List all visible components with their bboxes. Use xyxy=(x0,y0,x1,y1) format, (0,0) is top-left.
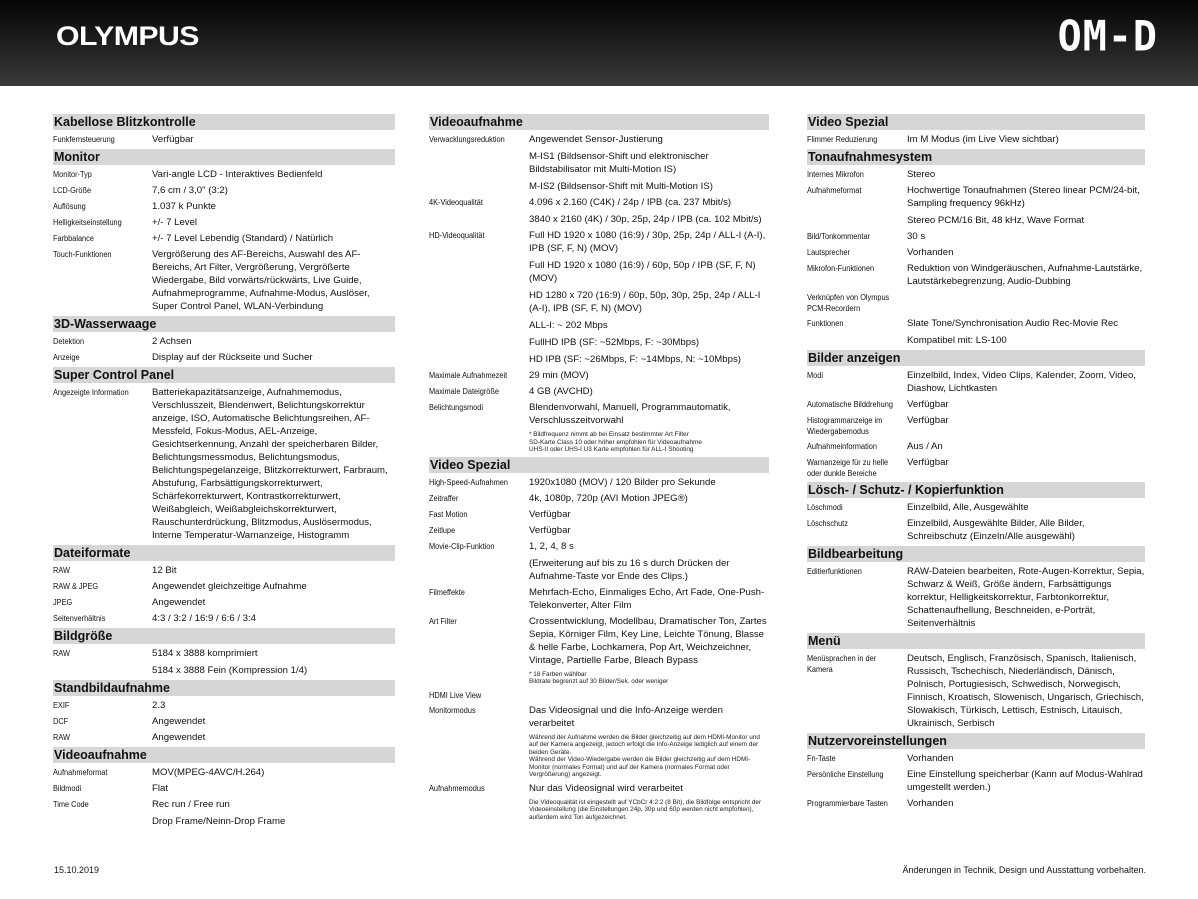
spec-label: Aufnahmeformat xyxy=(807,186,862,195)
spec-value: Vorhanden xyxy=(907,247,954,258)
spec-values xyxy=(152,248,395,313)
spec-value: 30 s xyxy=(907,231,926,242)
spec-label: High-Speed-Aufnahmen xyxy=(429,477,508,487)
spec-value: Batteriekapazitätsanzeige, Aufnahmemodus, Verschlusszeit, Blendenwert, Belichtungskorrektur anzeige, ISO, Automatische Belichtungsreihen, AF-Messfeld, Fokus-Modus, AEL-Anzeige, Gesichtserkennung, Anzahl der speicherbaren Bilder, Belichtungsmessmodus, Belichtungsmodus, Belichtungspegelanzeige, Blitzkorrekturwert, Farbraum, Abstufung, Farbsättigungskorrekturwert, Schärfekorrekturwert, Kontrastkorrekturwert, Weißabgleich, Weißabgleichskorrekturwert, Rauschunterdrückung, Blitzmodus, Auslösermodus, Interne Temperatur-Warnanzeige, Histogramm xyxy=(152,387,388,541)
spec-footnote xyxy=(529,734,769,779)
spec-value: Full HD 1920 x 1080 (16:9) / 60p, 50p / IPB (SF, F, N) (MOV) xyxy=(529,260,756,284)
spec-label: Warnanzeige für zu helle oder dunkle Bereiche xyxy=(807,458,889,478)
spec-label: Programmierbare Tasten xyxy=(807,799,888,808)
section-heading: Video Spezial xyxy=(807,114,1145,130)
section-heading: Nutzervoreinstellungen xyxy=(807,733,1145,749)
spec-values xyxy=(907,768,1145,794)
spec-values xyxy=(152,351,395,364)
section-heading: Menü xyxy=(807,633,1145,649)
spec-row xyxy=(53,386,395,542)
spec-values xyxy=(152,335,395,348)
spec-label: Art Filter xyxy=(429,616,457,626)
spec-values xyxy=(152,715,395,728)
spec-value: 4k, 1080p, 720p (AVI Motion JPEG®) xyxy=(529,492,688,504)
spec-label: Histogrammanzeige im Wiedergabemodus xyxy=(807,416,883,436)
spec-section xyxy=(807,114,1145,146)
spec-value: Rec run / Free run xyxy=(152,799,230,810)
section-heading: Video Spezial xyxy=(429,457,769,473)
footnote-line: * 18 Farben wählbar xyxy=(529,670,587,678)
spec-row xyxy=(429,782,769,822)
spec-value: Crossentwicklung, Modellbau, Dramatischer Ton, Zartes Sepia, Körniger Film, Key Line, Leichte Tönung, Blasse & helle Farbe, Lochkamera, Pop Art, Weichzeichner, Vintage, Partielle Farbe, Bleach Bypass xyxy=(529,615,767,666)
spec-value: Stereo PCM/16 Bit, 48 kHz, Wave Format xyxy=(907,215,1085,226)
spec-section xyxy=(807,633,1145,730)
spec-values xyxy=(152,564,395,577)
spec-value: Aus / An xyxy=(907,441,943,452)
spec-value: Stereo xyxy=(907,169,936,180)
spec-row xyxy=(429,615,769,686)
spec-value: Angewendet xyxy=(152,716,206,727)
spec-value: Slate Tone/Synchronisation Audio Rec-Movie Rec xyxy=(907,318,1119,329)
spec-section xyxy=(429,114,769,454)
spec-value: HD 1280 x 720 (16:9) / 60p, 50p, 30p, 25p, 24p / ALL-I (A-I), IPB (SF, F, N) (MOV) xyxy=(529,290,761,314)
spec-values xyxy=(152,232,395,245)
section-heading: Videoaufnahme xyxy=(429,114,769,130)
spec-values xyxy=(907,291,1145,314)
spec-value: Display auf der Rückseite und Sucher xyxy=(152,352,313,363)
spec-label: Funktionen xyxy=(807,319,844,328)
spec-value: HD IPB (SF: ~26Mbps, F: ~14Mbps, N: ~10Mbps) xyxy=(529,354,741,365)
spec-value: Verfügbar xyxy=(529,508,571,520)
spec-values xyxy=(152,699,395,712)
spec-label: Mikrofon-Funktionen xyxy=(807,264,875,273)
spec-label: Bild/Tonkommentar xyxy=(807,232,871,241)
spec-values xyxy=(529,704,769,779)
spec-label: Löschschutz xyxy=(807,519,848,528)
spec-label: RAW xyxy=(53,649,70,658)
spec-values xyxy=(152,782,395,795)
spec-row xyxy=(807,501,1145,514)
spec-value: Angewendet xyxy=(152,597,206,608)
spec-label: Maximale Aufnahmezeit xyxy=(429,371,508,380)
footer-date: 15.10.2019 xyxy=(54,865,100,875)
spec-value: Angewendet Sensor-Justierung xyxy=(529,134,663,145)
spec-row xyxy=(53,248,395,313)
spec-label: Monitormodus xyxy=(429,705,476,715)
spec-row xyxy=(807,565,1145,630)
spec-row xyxy=(807,291,1145,314)
spec-value: 1, 2, 4, 8 s xyxy=(529,540,574,552)
footnote-line: Bildrate begrenzt auf 30 Bilder/Sek. oder weniger xyxy=(529,678,669,685)
spec-label: RAW xyxy=(53,733,70,742)
spec-row xyxy=(53,647,395,677)
spec-section xyxy=(807,350,1145,479)
spec-section xyxy=(53,114,395,146)
spec-label: Flimmer Reduzierung xyxy=(807,135,878,144)
spec-label: Maximale Dateigröße xyxy=(429,387,499,396)
spec-value: 3840 x 2160 (4K) / 30p, 25p, 24p / IPB (ca. 102 Mbit/s) xyxy=(529,214,762,225)
spec-value: Drop Frame/Neinn-Drop Frame xyxy=(152,816,286,827)
spec-value: Angewendet gleichzeitige Aufnahme xyxy=(152,581,307,592)
spec-row xyxy=(53,232,395,245)
spec-label: Menüsprachen in der Kamera xyxy=(807,654,877,674)
spec-label: Fn-Taste xyxy=(807,754,836,763)
footnote-line: Während der Video-Wiedergabe werden die Bilder gleichzeitig auf dem HDMI-Monitor (normales Format) und auf der Kamera (normales Format oder Vergrößerung) angezeigt. xyxy=(529,756,751,778)
spec-section xyxy=(429,457,769,822)
section-heading: Bildgröße xyxy=(53,628,395,644)
spec-row xyxy=(429,492,769,505)
spec-value: M-IS2 (Bildsensor-Shift mit Multi-Motion IS) xyxy=(529,181,713,192)
section-heading: Lösch- / Schutz- / Kopierfunktion xyxy=(807,482,1145,498)
spec-label: Automatische Bilddrehung xyxy=(807,400,893,409)
spec-values xyxy=(529,133,769,193)
spec-label: Filmeffekte xyxy=(429,587,465,597)
om-d-logo: OM-D xyxy=(1057,12,1158,62)
spec-value: RAW-Dateien bearbeiten, Rote-Augen-Korrektur, Sepia, Schwarz & Weiß, Größe ändern, Farbsättigungs korrektur, Helligkeitskorrektur, Farbtonkorrektur, Schattenaufhellung, Beschneiden, e-Porträt, Seitenverhältnis xyxy=(907,566,1145,629)
spec-label: RAW & JPEG xyxy=(53,582,99,591)
spec-value: 29 min (MOV) xyxy=(529,370,589,381)
spec-values xyxy=(152,386,395,542)
spec-column-left xyxy=(53,112,395,831)
spec-values xyxy=(529,586,769,612)
spec-section xyxy=(807,733,1145,810)
spec-row xyxy=(807,246,1145,259)
spec-values xyxy=(529,508,769,521)
footer-disclaimer: Änderungen in Technik, Design und Ausstattung vorbehalten. xyxy=(902,865,1146,875)
spec-values xyxy=(529,385,769,398)
spec-row xyxy=(807,230,1145,243)
spec-section xyxy=(53,367,395,542)
spec-value: Mehrfach-Echo, Einmaliges Echo, Art Fade, One-Push-Telekonverter, Alter Film xyxy=(529,586,765,611)
spec-values xyxy=(152,596,395,609)
spec-values xyxy=(907,501,1145,514)
section-heading: Standbildaufnahme xyxy=(53,680,395,696)
spec-row xyxy=(429,401,769,454)
spec-value: M-IS1 (Bildsensor-Shift und elektronischer Bildstabilisator mit Multi-Motion IS) xyxy=(529,151,709,175)
spec-row xyxy=(807,414,1145,437)
spec-label: Lautsprecher xyxy=(807,248,850,257)
section-heading: Videoaufnahme xyxy=(53,747,395,763)
spec-label: Bildmodi xyxy=(53,784,82,793)
section-heading: Bildbearbeitung xyxy=(807,546,1145,562)
spec-value: Reduktion von Windgeräuschen, Aufnahme-Lautstärke, Lautstärkebegrenzung, Audio-Dubbing xyxy=(907,263,1143,287)
spec-row xyxy=(53,216,395,229)
spec-value: Full HD 1920 x 1080 (16:9) / 30p, 25p, 24p / ALL-I (A-I), IPB (SF, F, N) (MOV) xyxy=(529,230,766,254)
spec-row xyxy=(807,768,1145,794)
spec-label: Touch-Funktionen xyxy=(53,250,112,259)
spec-row xyxy=(53,564,395,577)
spec-column-right xyxy=(807,112,1145,813)
spec-row xyxy=(53,580,395,593)
spec-values xyxy=(907,652,1145,730)
spec-label: Persönliche Einstellung xyxy=(807,770,884,779)
spec-value: (Erweiterung auf bis zu 16 s durch Drücken der Aufnahme-Taste vor Ende des Clips.) xyxy=(529,557,730,582)
spec-value: Verfügbar xyxy=(907,399,949,410)
spec-label: Verknüpfen von Olympus PCM-Recordern xyxy=(807,293,890,313)
spec-row xyxy=(807,652,1145,730)
spec-values xyxy=(907,456,1145,479)
spec-label: Helligkeitseinstellung xyxy=(53,218,122,227)
spec-value: Vergrößerung des AF-Bereichs, Auswahl des AF-Bereichs, Art Filter, Vergrößerung, Vergrößerte Wiedergabe, Bild vorwärts/rückwärts, Live Guide, Aufnahmeprogramme, Aufnahme-Modus, Auslöser, Super Control Panel, WLAN-Verbindung xyxy=(152,249,370,312)
spec-values xyxy=(152,168,395,181)
spec-row xyxy=(807,317,1145,347)
spec-values xyxy=(907,440,1145,453)
spec-value: FullHD IPB (SF: ~52Mbps, F: ~30Mbps) xyxy=(529,337,700,348)
spec-values xyxy=(152,133,395,146)
footnote-line: Die Videoqualität ist eingestellt auf YCbCr 4:2:2 (8 Bit), die Bildfolge entspricht der Videoeinstellung (die Einstellungen 24p, 30p und 60p werden nicht empfohlen), außerdem wird Ton aufgezeichnet. xyxy=(529,798,762,821)
spec-label: Belichtungsmodi xyxy=(429,403,484,412)
spec-values xyxy=(152,647,395,677)
spec-section xyxy=(53,149,395,313)
spec-row xyxy=(429,385,769,398)
spec-row xyxy=(53,699,395,712)
spec-values xyxy=(907,246,1145,259)
spec-row xyxy=(429,133,769,193)
spec-label: Farbbalance xyxy=(53,234,94,243)
spec-value: Blendenvorwahl, Manuell, Programmautomatik, Verschlusszeitvorwahl xyxy=(529,402,731,426)
spec-label: Zeitlupe xyxy=(429,525,456,535)
spec-row xyxy=(429,704,769,779)
spec-row xyxy=(807,517,1145,543)
spec-row xyxy=(429,369,769,382)
spec-row xyxy=(53,798,395,828)
spec-label: Löschmodi xyxy=(807,503,843,512)
spec-label: Aufnahmeinformation xyxy=(807,442,877,451)
spec-values xyxy=(907,262,1145,288)
spec-row xyxy=(429,508,769,521)
spec-label: LCD-Größe xyxy=(53,186,92,195)
section-heading: Bilder anzeigen xyxy=(807,350,1145,366)
spec-row xyxy=(807,440,1145,453)
spec-value: 1.037 k Punkte xyxy=(152,201,217,212)
spec-values xyxy=(907,797,1145,810)
olympus-logo: OLYMPUS xyxy=(56,21,199,51)
spec-values xyxy=(152,798,395,828)
spec-row xyxy=(429,229,769,366)
spec-values xyxy=(907,133,1145,146)
spec-value: 1920x1080 (MOV) / 120 Bilder pro Sekunde xyxy=(529,476,716,488)
spec-label: Funkfernsteuerung xyxy=(53,135,115,144)
spec-value: Einzelbild, Alle, Ausgewählte xyxy=(907,502,1029,513)
spec-label: Verwacklungsreduktion xyxy=(429,135,505,144)
spec-row xyxy=(53,335,395,348)
spec-values xyxy=(529,615,769,686)
spec-row xyxy=(53,782,395,795)
spec-value: MOV(MPEG-4AVC/H.264) xyxy=(152,767,265,778)
spec-value: 12 Bit xyxy=(152,565,177,576)
spec-row xyxy=(429,689,769,701)
spec-value: Im M Modus (im Live View sichtbar) xyxy=(907,134,1059,145)
spec-value: Das Videosignal und die Info-Anzeige werden verarbeitet xyxy=(529,704,723,729)
spec-label: Time Code xyxy=(53,800,89,809)
spec-values xyxy=(152,200,395,213)
spec-label: DCF xyxy=(53,717,69,726)
spec-value: Einzelbild, Index, Video Clips, Kalender, Zoom, Video, Diashow, Lichtkasten xyxy=(907,370,1136,394)
spec-values xyxy=(152,731,395,744)
spec-value: Hochwertige Tonaufnahmen (Stereo linear PCM/24-bit, Sampling frequency 96kHz) xyxy=(907,185,1140,209)
spec-row xyxy=(807,184,1145,227)
spec-values xyxy=(907,168,1145,181)
spec-value: Nur das Videosignal wird verarbeitet xyxy=(529,782,683,794)
spec-value: 4.096 x 2.160 (C4K) / 24p / IPB (ca. 237 Mbit/s) xyxy=(529,197,732,208)
spec-row xyxy=(53,731,395,744)
spec-row xyxy=(807,262,1145,288)
spec-section xyxy=(53,545,395,625)
spec-row xyxy=(53,596,395,609)
spec-footnote xyxy=(529,431,769,454)
spec-value: Verfügbar xyxy=(907,457,949,468)
spec-row xyxy=(53,184,395,197)
spec-values xyxy=(152,216,395,229)
footnote-line: SD-Karte Class 10 oder höher empfohlen für Videoaufnahme xyxy=(529,438,702,446)
spec-row xyxy=(53,766,395,779)
spec-values xyxy=(529,524,769,537)
spec-values xyxy=(907,414,1145,437)
spec-value: Kompatibel mit: LS-100 xyxy=(907,335,1007,346)
spec-label: Seitenverhältnis xyxy=(53,614,106,623)
spec-row xyxy=(807,797,1145,810)
spec-values xyxy=(529,401,769,454)
spec-value: 5184 x 3888 Fein (Kompression 1/4) xyxy=(152,665,308,676)
spec-label: RAW xyxy=(53,566,70,575)
spec-values xyxy=(152,184,395,197)
spec-value: Vorhanden xyxy=(907,798,954,809)
spec-value: Angewendet xyxy=(152,732,206,743)
spec-label: Detektion xyxy=(53,337,85,346)
spec-row xyxy=(807,752,1145,765)
header-banner xyxy=(0,0,1198,86)
spec-value: Verfügbar xyxy=(529,524,571,536)
spec-row xyxy=(807,456,1145,479)
spec-label: Angezeigte Information xyxy=(53,388,129,397)
spec-values xyxy=(529,229,769,366)
spec-value: +/- 7 Level Lebendig (Standard) / Natürlich xyxy=(152,233,334,244)
footnote-line: Während der Aufnahme werden die Bilder gleichzeitig auf dem HDMI-Monitor und auf der Kamera angezeigt, jedoch erfolgt die Info-Anzeige lediglich auf einem der beiden Geräte. xyxy=(529,733,760,756)
section-heading: Dateiformate xyxy=(53,545,395,561)
spec-row xyxy=(807,168,1145,181)
section-heading: Tonaufnahmesystem xyxy=(807,149,1145,165)
spec-label: Fast Motion xyxy=(429,509,468,519)
spec-row xyxy=(429,586,769,612)
spec-value: Eine Einstellung speicherbar (Kann auf Modus-Wahlrad umgestellt werden.) xyxy=(907,769,1143,793)
spec-values xyxy=(529,540,769,583)
spec-row xyxy=(53,351,395,364)
spec-row xyxy=(807,398,1145,411)
spec-values xyxy=(907,565,1145,630)
spec-value: +/- 7 Level xyxy=(152,217,198,228)
spec-value: Verfügbar xyxy=(152,134,194,145)
spec-values xyxy=(529,196,769,226)
spec-value: 7,6 cm / 3,0" (3:2) xyxy=(152,185,228,196)
spec-row xyxy=(53,133,395,146)
spec-row xyxy=(53,715,395,728)
spec-value: Vorhanden xyxy=(907,753,954,764)
spec-label: Editierfunktionen xyxy=(807,567,862,576)
spec-value: 2 Achsen xyxy=(152,336,192,347)
spec-column-middle xyxy=(429,112,769,824)
spec-section xyxy=(807,546,1145,630)
spec-label: Zeitraffer xyxy=(429,493,459,503)
spec-value: 2.3 xyxy=(152,700,166,711)
spec-value: Einzelbild, Ausgewählte Bilder, Alle Bilder, Schreibschutz (Einzeln/Alle ausgewähl) xyxy=(907,518,1085,542)
spec-label: Auflösung xyxy=(53,202,86,211)
spec-section xyxy=(807,149,1145,347)
spec-value: Vari-angle LCD - Interaktives Bedienfeld xyxy=(152,169,323,180)
spec-label: Aufnahmemodus xyxy=(429,783,485,793)
spec-section xyxy=(53,316,395,364)
spec-values xyxy=(907,517,1145,543)
spec-footnote xyxy=(529,671,769,686)
spec-row xyxy=(807,369,1145,395)
spec-label: Monitor-Typ xyxy=(53,170,92,179)
spec-section xyxy=(53,747,395,828)
spec-values xyxy=(529,492,769,505)
spec-row xyxy=(429,524,769,537)
footnote-line: * Bildfrequenz nimmt ab bei Einsatz bestimmter Art Filter xyxy=(529,431,689,438)
spec-label: JPEG xyxy=(53,598,73,607)
spec-value: 4 GB (AVCHD) xyxy=(529,386,593,397)
spec-value: 5184 x 3888 komprimiert xyxy=(152,648,258,659)
spec-row xyxy=(53,168,395,181)
spec-values xyxy=(907,398,1145,411)
spec-row xyxy=(429,196,769,226)
spec-values xyxy=(907,184,1145,227)
spec-value: Verfügbar xyxy=(907,415,949,426)
spec-value: Flat xyxy=(152,783,168,794)
section-heading: 3D-Wasserwaage xyxy=(53,316,395,332)
spec-row xyxy=(429,540,769,583)
section-heading: Monitor xyxy=(53,149,395,165)
spec-label: Internes Mikrofon xyxy=(807,170,864,179)
spec-row xyxy=(807,133,1145,146)
spec-label: HD-Videoqualität xyxy=(429,231,485,240)
spec-value: 4:3 / 3:2 / 16:9 / 6:6 / 3:4 xyxy=(152,613,257,624)
spec-values xyxy=(152,766,395,779)
spec-label: Anzeige xyxy=(53,353,80,362)
spec-values xyxy=(907,752,1145,765)
spec-section xyxy=(53,680,395,744)
section-heading: Kabellose Blitzkontrolle xyxy=(53,114,395,130)
spec-value: Deutsch, Englisch, Französisch, Spanisch, Italienisch, Russisch, Tschechisch, Niederländisch, Dänisch, Polnisch, Portugiesisch, Schwedisch, Norwegisch, Finnisch, Kroatisch, Slowenisch, Ungarisch, Griechisch, Slowakisch, Türkisch, Lettisch, Estnisch, Litauisch, Ukrainisch, Serbisch xyxy=(907,653,1144,729)
spec-label: EXIF xyxy=(53,701,70,710)
spec-values xyxy=(907,317,1145,347)
spec-label: 4K-Videoqualität xyxy=(429,198,483,207)
spec-label: Movie-Clip-Funktion xyxy=(429,541,495,551)
spec-row xyxy=(53,200,395,213)
spec-values xyxy=(907,230,1145,243)
spec-values xyxy=(529,782,769,822)
spec-values xyxy=(529,369,769,382)
spec-value: ALL-I: ~ 202 Mbps xyxy=(529,320,608,331)
spec-section xyxy=(807,482,1145,543)
spec-values xyxy=(152,580,395,593)
spec-label: Modi xyxy=(807,371,823,380)
footnote-line: UHS-II oder UHS-I U3 Karte empfohlen für ALL-I Shooting xyxy=(529,446,694,453)
spec-row xyxy=(429,476,769,489)
spec-values xyxy=(529,476,769,489)
spec-row xyxy=(53,612,395,625)
spec-values xyxy=(907,369,1145,395)
section-heading: Super Control Panel xyxy=(53,367,395,383)
spec-values xyxy=(529,689,769,701)
spec-label: HDMI Live View xyxy=(429,690,482,700)
spec-label: Aufnahmeformat xyxy=(53,768,108,777)
spec-footnote xyxy=(529,799,769,822)
spec-values xyxy=(152,612,395,625)
spec-section xyxy=(53,628,395,677)
